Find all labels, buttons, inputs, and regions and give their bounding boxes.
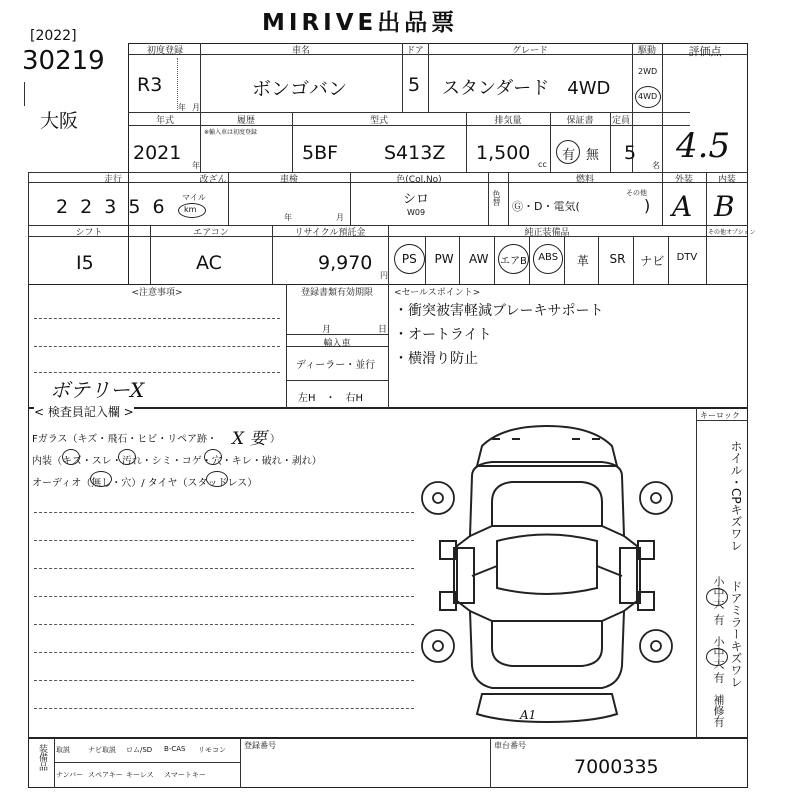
capacity: 5 (624, 142, 637, 164)
car-hood (492, 482, 602, 526)
bumper-dash-top (492, 438, 500, 440)
label-model-type: 型式 (369, 116, 388, 126)
label-key-lock: キーロック (700, 411, 740, 420)
repair-note: 補修有 (712, 694, 725, 727)
location: 大阪 (40, 110, 79, 132)
color-change: 色替 (492, 190, 501, 206)
equipment-item: PS (401, 252, 417, 266)
label-interior: 内装 (717, 175, 736, 185)
shift-value: I5 (76, 252, 94, 274)
year-tag: [2022] (30, 28, 77, 44)
label-grade: グレード (511, 46, 548, 56)
label-sales-points: <セールスポイント> (394, 288, 481, 298)
equipment-item: PW (434, 252, 454, 266)
wheel-rear-right (640, 630, 672, 662)
label-equipment: 純正装備品 (524, 228, 570, 238)
label-fuel: 燃料 (575, 175, 594, 185)
footer-equip-item: ナンバー (56, 771, 84, 779)
color-number: W09 (407, 208, 426, 217)
reg-year-unit: 年 (178, 103, 186, 112)
drive-4wd: 4WD (638, 92, 658, 101)
wheel-note: ホイル・CPキズワレ (729, 440, 743, 552)
label-history: 履歴 (236, 116, 255, 126)
mirror-note: ドアミラーキズワレ (729, 580, 743, 688)
label-color: 色(Col.No) (396, 175, 442, 185)
exterior-grade: A (672, 190, 693, 223)
interior-grade: B (714, 190, 735, 223)
footer-equip-item: ナビ取説 (88, 746, 116, 754)
footer-equip-item: リモコン (198, 746, 226, 754)
label-warranty: 保証書 (566, 116, 594, 126)
color-value: シロ (403, 192, 430, 207)
sales-point-item: ・オートライト (394, 327, 492, 343)
equipment-item: SR (609, 252, 626, 266)
inspector-glass: Fガラス（キズ・飛石・ヒビ・リペア跡・ (32, 434, 218, 445)
label-notes: <注意事項> (131, 288, 183, 298)
car-diagram (412, 416, 682, 728)
equipment-item: DTV (676, 252, 698, 263)
equipment-circle-mark (394, 244, 425, 274)
inspection-month: 月 (336, 213, 344, 222)
sheet-title: MIRIVE出品票 (262, 10, 459, 36)
footer-equip-label: 装備品 (37, 744, 47, 771)
reg-month: 月 (322, 325, 332, 335)
warranty-yes: 有 (562, 148, 576, 163)
label-doors: ドア (406, 46, 424, 56)
car-body-outline (457, 462, 637, 688)
label-capacity: 定員 (611, 116, 630, 126)
displacement: 1,500 (476, 142, 531, 164)
label-other-equip: その他オプション (708, 229, 756, 236)
car-rear-window (492, 621, 602, 666)
footer-equip-item: スマートキー (164, 771, 206, 779)
label-car-name: 車名 (291, 46, 310, 56)
inspector-audio: オーディオ（無し・穴）/ タイヤ（スタッドレス） (32, 478, 258, 489)
notes-handwritten: ボテリーX (50, 378, 145, 402)
wheel-sizes: 小中大 (712, 576, 725, 609)
car-roof (497, 535, 597, 595)
car-top-outline (477, 426, 617, 466)
footer-equip-item: スペアキー (88, 771, 123, 779)
fuel-options: Ⓖ・D・電気( (512, 200, 580, 213)
equipment-circle-mark (498, 244, 529, 274)
reg-era: R3 (137, 74, 163, 96)
mileage-km: km (184, 205, 197, 214)
label-shift: シフト (75, 228, 103, 238)
car-bottom-outline (477, 694, 617, 722)
label-exterior: 外装 (674, 175, 693, 185)
displacement-unit: cc (538, 160, 547, 169)
model-type: S413Z (384, 142, 446, 164)
drive-2wd: 2WD (638, 67, 658, 76)
inspection-year: 年 (284, 213, 292, 222)
diagram-mark: A1 (520, 708, 537, 722)
reg-day: 日 (378, 325, 388, 335)
footer-chassis-label: 車台番号 (494, 741, 526, 750)
model-type-prefix: 5BF (302, 142, 339, 164)
fuel-close: ) (644, 196, 651, 215)
aircon-value: AC (196, 252, 222, 274)
model-year-unit: 年 (192, 161, 200, 170)
label-meter-exchange: 改ざん (199, 175, 227, 185)
wheel-rear-left (422, 630, 454, 662)
footer-equip-item: B-CAS (164, 745, 186, 753)
capacity-unit: 名 (652, 161, 660, 170)
label-model-year: 年式 (155, 116, 174, 126)
mileage-digits: 2 2 3 5 6 (56, 196, 168, 218)
footer-equip-item: 取説 (56, 746, 70, 754)
fuel-other: その他 (626, 189, 647, 197)
label-aircon: エアコン (193, 228, 229, 238)
equipment-item: 革 (576, 254, 589, 268)
footer-reg-label: 登録番号 (244, 741, 276, 750)
label-first-reg: 初度登録 (146, 46, 183, 56)
inspector-glass-mark: X 要 (232, 429, 267, 449)
dealer-option: ディーラー・並行 (296, 360, 376, 371)
lot-number: 30219 (22, 46, 105, 76)
equipment-item: エアB (500, 256, 527, 267)
model-year-note: ※輸入車は初度登録 (204, 129, 258, 136)
inspector-glass-close: ） (270, 434, 280, 445)
label-recycle: リサイクル預託金 (294, 228, 366, 238)
recycle-value: 9,970 (318, 252, 373, 274)
inspector-interior: 内装（キズ・スレ・汚れ・シミ・コゲ・穴・キレ・破れ・剥れ） (32, 456, 322, 467)
warranty-no: 無 (586, 148, 600, 163)
wheel-front-right (640, 482, 672, 514)
car-name: ボンゴバン (252, 78, 348, 100)
chassis-number: 7000335 (574, 756, 659, 778)
label-inspector: < 検査員記入欄 > (34, 405, 134, 419)
sales-point-item: ・横滑り防止 (394, 351, 478, 367)
mileage-mile: マイル (182, 193, 206, 202)
doors-value: 5 (408, 74, 421, 96)
equipment-item: ナビ (640, 254, 665, 268)
wheel-front-left (422, 482, 454, 514)
reg-month-unit: 月 (192, 103, 200, 112)
recycle-unit: 円 (380, 271, 388, 280)
mirror-sizes: 小中大 (712, 636, 725, 669)
equipment-item: ABS (538, 252, 559, 263)
label-inspection: 車検 (279, 175, 298, 185)
label-reg-expiry: 登録書類有効期限 (300, 288, 373, 298)
label-drive: 駆動 (637, 46, 656, 56)
wheel-yes: 有 (712, 614, 725, 625)
label-displacement: 排気量 (494, 116, 522, 126)
evaluation-score: 4.5 (676, 126, 731, 166)
footer-equip-item: キーレス (126, 771, 154, 779)
footer-equip-item: ロム/SD (126, 746, 153, 754)
sales-point-item: ・衝突被害軽減ブレーキサポート (394, 303, 604, 319)
grade-value: スタンダード 4WD (442, 78, 611, 99)
mirror-yes: 有 (712, 672, 725, 683)
label-mileage: 走行 (103, 175, 122, 185)
import-label: 輸入車 (323, 339, 351, 349)
steering-option: 左H ・ 右H (298, 393, 364, 404)
model-year: 2021 (133, 142, 182, 164)
label-evaluation: 評価点 (688, 45, 722, 58)
equipment-item: AW (469, 252, 489, 266)
